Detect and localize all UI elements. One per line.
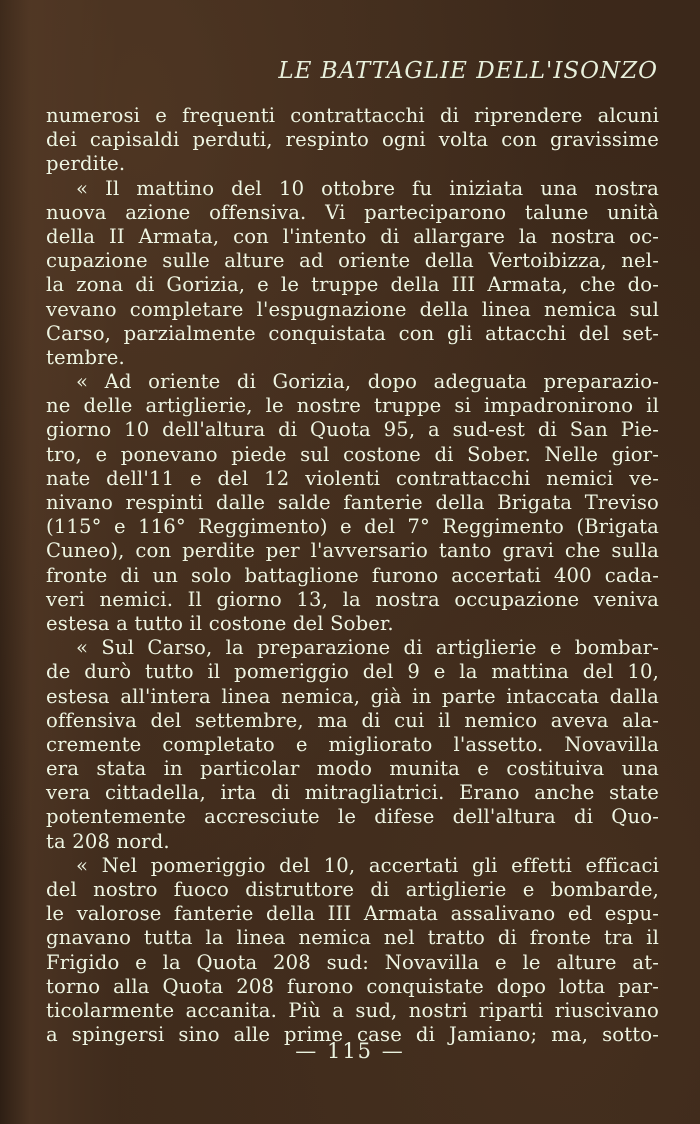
text-line: « Il mattino del 10 ottobre fu iniziata una nostra: [76, 176, 659, 200]
text-line: nuova azione offensiva. Vi parteciparono talune unità: [46, 200, 659, 224]
text-line: (115° e 116° Reggimento) e del 7° Reggimento (Brigata: [46, 515, 659, 539]
text-line: gnavano tutta la linea nemica nel tratto di fronte tra il: [46, 926, 659, 950]
text-line: tro, e ponevano piede sul costone di Sober. Nelle gior-: [46, 442, 659, 466]
text-line: la zona di Gorizia, e le truppe della III Armata, che do-: [46, 273, 659, 297]
text-line: vera cittadella, irta di mitragliatrici. Erano anche state: [46, 781, 659, 805]
text-line: estesa a tutto il costone del Sober.: [46, 611, 394, 635]
text-line: della II Armata, con l'intento di allargare la nostra oc-: [46, 224, 659, 248]
text-line: era stata in particolar modo munita e costituiva una: [46, 757, 659, 781]
page-number: — 115 —: [295, 1039, 405, 1063]
text-line: Carso, parzialmente conquistata con gli attacchi del set-: [46, 321, 659, 345]
running-head: LE BATTAGLIE DELL'ISONZO: [278, 58, 658, 84]
text-line: giorno 10 dell'altura di Quota 95, a sud-est di San Pie-: [46, 418, 659, 442]
text-line: Cuneo), con perdite per l'avversario tanto gravi che sulla: [46, 539, 659, 563]
body-text: [46, 104, 659, 1047]
text-line: a spingersi sino alle prime case di Jamiano; ma, sotto-: [46, 1023, 659, 1047]
text-line: de durò tutto il pomeriggio del 9 e la mattina del 10,: [46, 660, 659, 684]
text-line: le valorose fanterie della III Armata assalivano ed espu-: [46, 902, 659, 926]
text-line: dei capisaldi perduti, respinto ogni volta con gravissime: [46, 128, 659, 152]
text-line: estesa all'intera linea nemica, già in parte intaccata dalla: [46, 684, 659, 708]
text-line: cremente completato e migliorato l'assetto. Novavilla: [46, 732, 659, 756]
text-line: Frigido e la Quota 208 sud: Novavilla e le alture at-: [46, 950, 659, 974]
text-line: vevano completare l'espugnazione della linea nemica sul: [46, 297, 659, 321]
text-line: nate dell'11 e del 12 violenti contrattacchi nemici ve-: [46, 466, 659, 490]
text-line: tembre.: [46, 345, 125, 369]
text-line: cupazione sulle alture ad oriente della Vertoibizza, nel-: [46, 249, 659, 273]
text-line: del nostro fuoco distruttore di artiglierie e bombarde,: [46, 878, 659, 901]
text-line: ticolarmente accanita. Più a sud, nostri riparti riuscivano: [46, 998, 659, 1022]
text-line: veri nemici. Il giorno 13, la nostra occupazione veniva: [46, 587, 659, 611]
text-line: « Ad oriente di Gorizia, dopo adeguata preparazio-: [76, 370, 659, 394]
text-line: offensiva del settembre, ma di cui il nemico aveva ala-: [46, 708, 659, 732]
text-line: fronte di un solo battaglione furono accertati 400 cada-: [46, 563, 659, 587]
text-line: « Sul Carso, la preparazione di artiglierie e bombar-: [76, 636, 659, 660]
text-line: numerosi e frequenti contrattacchi di riprendere alcuni: [46, 104, 659, 127]
text-line: potentemente accresciute le difese dell'altura di Quo-: [46, 805, 659, 829]
text-line: « Nel pomeriggio del 10, accertati gli effetti efficaci: [76, 853, 659, 877]
text-line: perdite.: [46, 152, 126, 176]
text-line: ta 208 nord.: [46, 829, 170, 853]
text-line: ne delle artiglierie, le nostre truppe si impadronirono il: [46, 394, 659, 418]
text-line: nivano respinti dalle salde fanterie della Brigata Treviso: [46, 491, 659, 514]
text-line: torno alla Quota 208 furono conquistate dopo lotta par-: [46, 974, 659, 998]
